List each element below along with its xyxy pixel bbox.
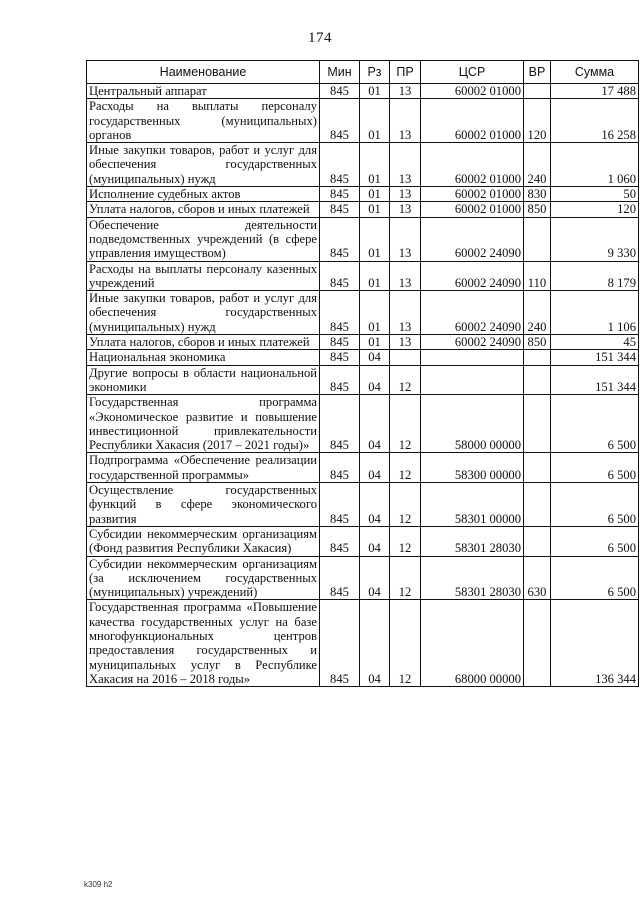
row-name: Иные закупки товаров, работ и услуг для обеспечения государственных (муниципальных) нужд xyxy=(87,291,320,335)
table-row xyxy=(87,202,639,217)
table-row xyxy=(87,453,639,483)
row-name: Подпрограмма «Обеспечение реализации государственной программы» xyxy=(87,453,320,483)
row-name: Субсидии некоммерческим организациям (за исключением государственных (муниципальных) учреждений) xyxy=(87,556,320,600)
row-rz: 01 xyxy=(360,187,390,202)
row-rz: 01 xyxy=(360,84,390,99)
row-sum: 50 xyxy=(551,187,639,202)
row-csr: 58000 00000 xyxy=(421,395,524,453)
row-vr: 850 xyxy=(524,335,551,350)
row-rz: 01 xyxy=(360,99,390,143)
row-csr xyxy=(421,365,524,395)
row-vr xyxy=(524,350,551,365)
row-min: 845 xyxy=(320,453,360,483)
row-pr: 13 xyxy=(390,143,421,187)
row-csr: 60002 24090 xyxy=(421,335,524,350)
row-sum: 8 179 xyxy=(551,261,639,291)
row-csr xyxy=(421,350,524,365)
row-name: Уплата налогов, сборов и иных платежей xyxy=(87,335,320,350)
budget-table xyxy=(86,60,639,687)
row-pr xyxy=(390,350,421,365)
row-min: 845 xyxy=(320,143,360,187)
row-pr: 13 xyxy=(390,335,421,350)
row-sum: 17 488 xyxy=(551,84,639,99)
row-csr: 60002 01000 xyxy=(421,84,524,99)
footer-code: k309 h2 xyxy=(84,880,113,889)
table-row xyxy=(87,600,639,687)
row-rz: 04 xyxy=(360,483,390,527)
row-min: 845 xyxy=(320,261,360,291)
row-name: Иные закупки товаров, работ и услуг для обеспечения государственных (муниципальных) нужд xyxy=(87,143,320,187)
row-min: 845 xyxy=(320,187,360,202)
table-row xyxy=(87,483,639,527)
row-pr: 12 xyxy=(390,395,421,453)
row-name: Обеспечение деятельности подведомственных учреждений (в сфере управления имуществом) xyxy=(87,217,320,261)
row-rz: 01 xyxy=(360,217,390,261)
table-row xyxy=(87,350,639,365)
row-pr: 13 xyxy=(390,261,421,291)
row-vr: 240 xyxy=(524,143,551,187)
row-pr: 12 xyxy=(390,600,421,687)
row-csr: 58301 28030 xyxy=(421,556,524,600)
table-row xyxy=(87,526,639,556)
row-rz: 04 xyxy=(360,395,390,453)
row-sum: 151 344 xyxy=(551,350,639,365)
row-name: Центральный аппарат xyxy=(87,84,320,99)
row-min: 845 xyxy=(320,291,360,335)
row-name: Осуществление государственных функций в сфере экономического развития xyxy=(87,483,320,527)
row-csr: 60002 01000 xyxy=(421,99,524,143)
row-vr: 240 xyxy=(524,291,551,335)
row-name: Национальная экономика xyxy=(87,350,320,365)
row-pr: 12 xyxy=(390,483,421,527)
row-min: 845 xyxy=(320,84,360,99)
row-csr: 60002 24090 xyxy=(421,291,524,335)
row-rz: 01 xyxy=(360,335,390,350)
row-name: Расходы на выплаты персоналу государственных (муниципальных) органов xyxy=(87,99,320,143)
row-sum: 151 344 xyxy=(551,365,639,395)
row-csr: 60002 01000 xyxy=(421,202,524,217)
row-name: Государственная программа «Повышение качества государственных услуг на базе многофункциональных центров предоставления государственных и муниципальных услуг в Республике Хакасия на 2016 – 2018 годы» xyxy=(87,600,320,687)
header-name: Наименование xyxy=(87,61,320,84)
row-name: Государственная программа «Экономическое развитие и повышение инвестиционной привлекательности Республики Хакасия (2017 – 2021 годы)» xyxy=(87,395,320,453)
row-name: Уплата налогов, сборов и иных платежей xyxy=(87,202,320,217)
table-row xyxy=(87,99,639,143)
row-min: 845 xyxy=(320,556,360,600)
row-rz: 04 xyxy=(360,526,390,556)
row-min: 845 xyxy=(320,365,360,395)
row-pr: 12 xyxy=(390,556,421,600)
row-vr: 110 xyxy=(524,261,551,291)
row-rz: 01 xyxy=(360,291,390,335)
row-vr: 120 xyxy=(524,99,551,143)
row-vr xyxy=(524,217,551,261)
row-vr xyxy=(524,365,551,395)
row-sum: 1 060 xyxy=(551,143,639,187)
header-vr: ВР xyxy=(524,61,551,84)
header-min: Мин xyxy=(320,61,360,84)
row-min: 845 xyxy=(320,350,360,365)
row-csr: 68000 00000 xyxy=(421,600,524,687)
row-pr: 13 xyxy=(390,187,421,202)
row-pr: 13 xyxy=(390,84,421,99)
row-sum: 45 xyxy=(551,335,639,350)
row-min: 845 xyxy=(320,217,360,261)
row-csr: 60002 01000 xyxy=(421,187,524,202)
row-vr xyxy=(524,483,551,527)
row-name: Субсидии некоммерческим организациям (Фонд развития Республики Хакасия) xyxy=(87,526,320,556)
header-pr: ПР xyxy=(390,61,421,84)
row-pr: 13 xyxy=(390,99,421,143)
row-csr: 60002 24090 xyxy=(421,261,524,291)
table-row xyxy=(87,217,639,261)
row-csr: 60002 01000 xyxy=(421,143,524,187)
row-sum: 136 344 xyxy=(551,600,639,687)
row-pr: 12 xyxy=(390,526,421,556)
row-vr: 850 xyxy=(524,202,551,217)
table-row xyxy=(87,143,639,187)
row-csr: 58301 28030 xyxy=(421,526,524,556)
row-sum: 120 xyxy=(551,202,639,217)
row-vr: 630 xyxy=(524,556,551,600)
row-csr: 58300 00000 xyxy=(421,453,524,483)
row-rz: 04 xyxy=(360,365,390,395)
row-name: Другие вопросы в области национальной экономики xyxy=(87,365,320,395)
row-rz: 04 xyxy=(360,453,390,483)
row-sum: 6 500 xyxy=(551,526,639,556)
table-row xyxy=(87,261,639,291)
row-sum: 6 500 xyxy=(551,483,639,527)
row-min: 845 xyxy=(320,526,360,556)
page-number: 174 xyxy=(308,30,332,46)
row-name: Исполнение судебных актов xyxy=(87,187,320,202)
row-rz: 01 xyxy=(360,143,390,187)
table-row xyxy=(87,556,639,600)
row-rz: 01 xyxy=(360,202,390,217)
row-pr: 13 xyxy=(390,202,421,217)
row-pr: 12 xyxy=(390,365,421,395)
row-min: 845 xyxy=(320,600,360,687)
row-rz: 04 xyxy=(360,556,390,600)
row-min: 845 xyxy=(320,335,360,350)
table-row xyxy=(87,335,639,350)
row-min: 845 xyxy=(320,483,360,527)
row-min: 845 xyxy=(320,202,360,217)
row-csr: 58301 00000 xyxy=(421,483,524,527)
header-csr: ЦСР xyxy=(421,61,524,84)
row-min: 845 xyxy=(320,99,360,143)
row-vr xyxy=(524,84,551,99)
header-rz: Рз xyxy=(360,61,390,84)
row-rz: 04 xyxy=(360,600,390,687)
row-min: 845 xyxy=(320,395,360,453)
row-vr xyxy=(524,526,551,556)
header-sum: Сумма xyxy=(551,61,639,84)
row-vr: 830 xyxy=(524,187,551,202)
table-row xyxy=(87,291,639,335)
row-sum: 9 330 xyxy=(551,217,639,261)
table-header-row xyxy=(87,61,639,84)
table-row xyxy=(87,84,639,99)
row-rz: 04 xyxy=(360,350,390,365)
row-pr: 12 xyxy=(390,453,421,483)
row-sum: 6 500 xyxy=(551,453,639,483)
row-sum: 1 106 xyxy=(551,291,639,335)
table-row xyxy=(87,187,639,202)
row-rz: 01 xyxy=(360,261,390,291)
row-vr xyxy=(524,453,551,483)
row-sum: 6 500 xyxy=(551,395,639,453)
table-row xyxy=(87,365,639,395)
table-row xyxy=(87,395,639,453)
row-pr: 13 xyxy=(390,217,421,261)
row-vr xyxy=(524,600,551,687)
row-sum: 6 500 xyxy=(551,556,639,600)
row-pr: 13 xyxy=(390,291,421,335)
row-sum: 16 258 xyxy=(551,99,639,143)
row-csr: 60002 24090 xyxy=(421,217,524,261)
row-name: Расходы на выплаты персоналу казенных учреждений xyxy=(87,261,320,291)
row-vr xyxy=(524,395,551,453)
